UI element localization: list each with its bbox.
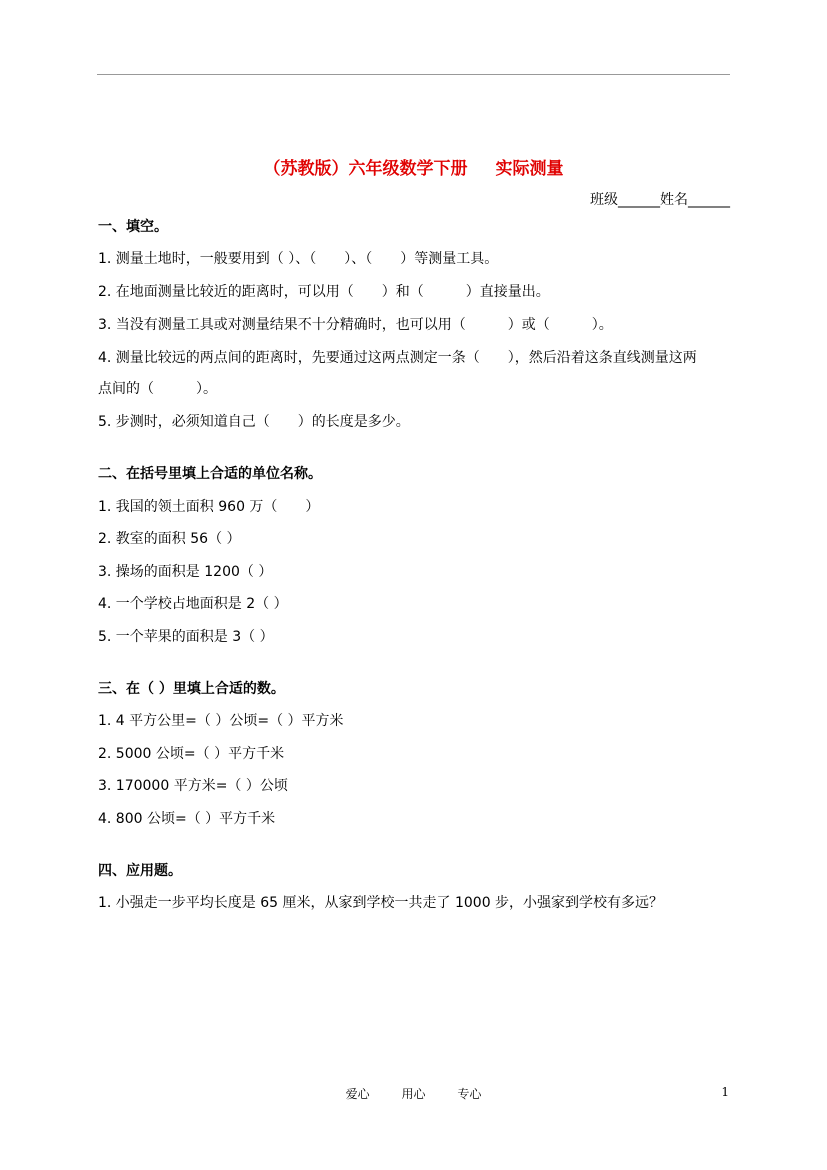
question-item: 2. 5000 公顷=（ ）平方千米 [98, 746, 285, 762]
section-heading-application: 四、应用题。 [98, 863, 182, 879]
footer-item: 专心 [457, 1087, 482, 1101]
question-item: 2. 在地面测量比较近的距离时，可以用（ ）和（ ）直接量出。 [98, 284, 550, 300]
question-item: 5. 一个苹果的面积是 3（ ） [98, 629, 274, 645]
question-item: 1. 4 平方公里=（ ）公顷=（ ）平方米 [98, 713, 344, 729]
title-main: （苏教版）六年级数学下册 [263, 159, 468, 179]
section-heading-fill-blank: 一、填空。 [98, 219, 168, 235]
question-item: 3. 当没有测量工具或对测量结果不十分精确时，也可以用（ ）或（ ）。 [98, 317, 613, 333]
question-item: 4. 测量比较远的两点间的距离时，先要通过这两点测定一条（ ），然后沿着这条直线测量这两 [98, 350, 697, 366]
question-continuation: 点间的（ ）。 [98, 381, 217, 397]
question-item: 2. 教室的面积 56（ ） [98, 531, 241, 547]
section-heading-numbers: 三、在（ ）里填上合适的数。 [98, 681, 285, 697]
footer-item: 爱心 [345, 1087, 370, 1101]
question-item: 1. 我国的领土面积 960 万（ ） [98, 499, 320, 515]
header-rule [97, 74, 730, 75]
question-item: 4. 800 公顷=（ ）平方千米 [98, 811, 276, 827]
document-title [0, 154, 827, 179]
question-item: 3. 170000 平方米=（ ）公顷 [98, 778, 288, 794]
question-item: 5. 步测时，必须知道自己（ ）的长度是多少。 [98, 414, 410, 430]
section-heading-units: 二、在括号里填上合适的单位名称。 [98, 466, 322, 482]
class-name-line: 班级______姓名______ [590, 192, 730, 208]
page-number: 1 [721, 1085, 729, 1099]
footer-item: 用心 [401, 1087, 426, 1101]
question-item: 4. 一个学校占地面积是 2（ ） [98, 596, 288, 612]
question-item: 3. 操场的面积是 1200（ ） [98, 564, 273, 580]
title-topic: 实际测量 [495, 159, 564, 179]
question-item: 1. 测量土地时，一般要用到（ ）、（ ）、（ ）等测量工具。 [98, 251, 499, 267]
footer [0, 1085, 827, 1102]
question-item: 1. 小强走一步平均长度是 65 厘米，从家到学校一共走了 1000 步，小强家到学校有多远？ [98, 895, 664, 911]
